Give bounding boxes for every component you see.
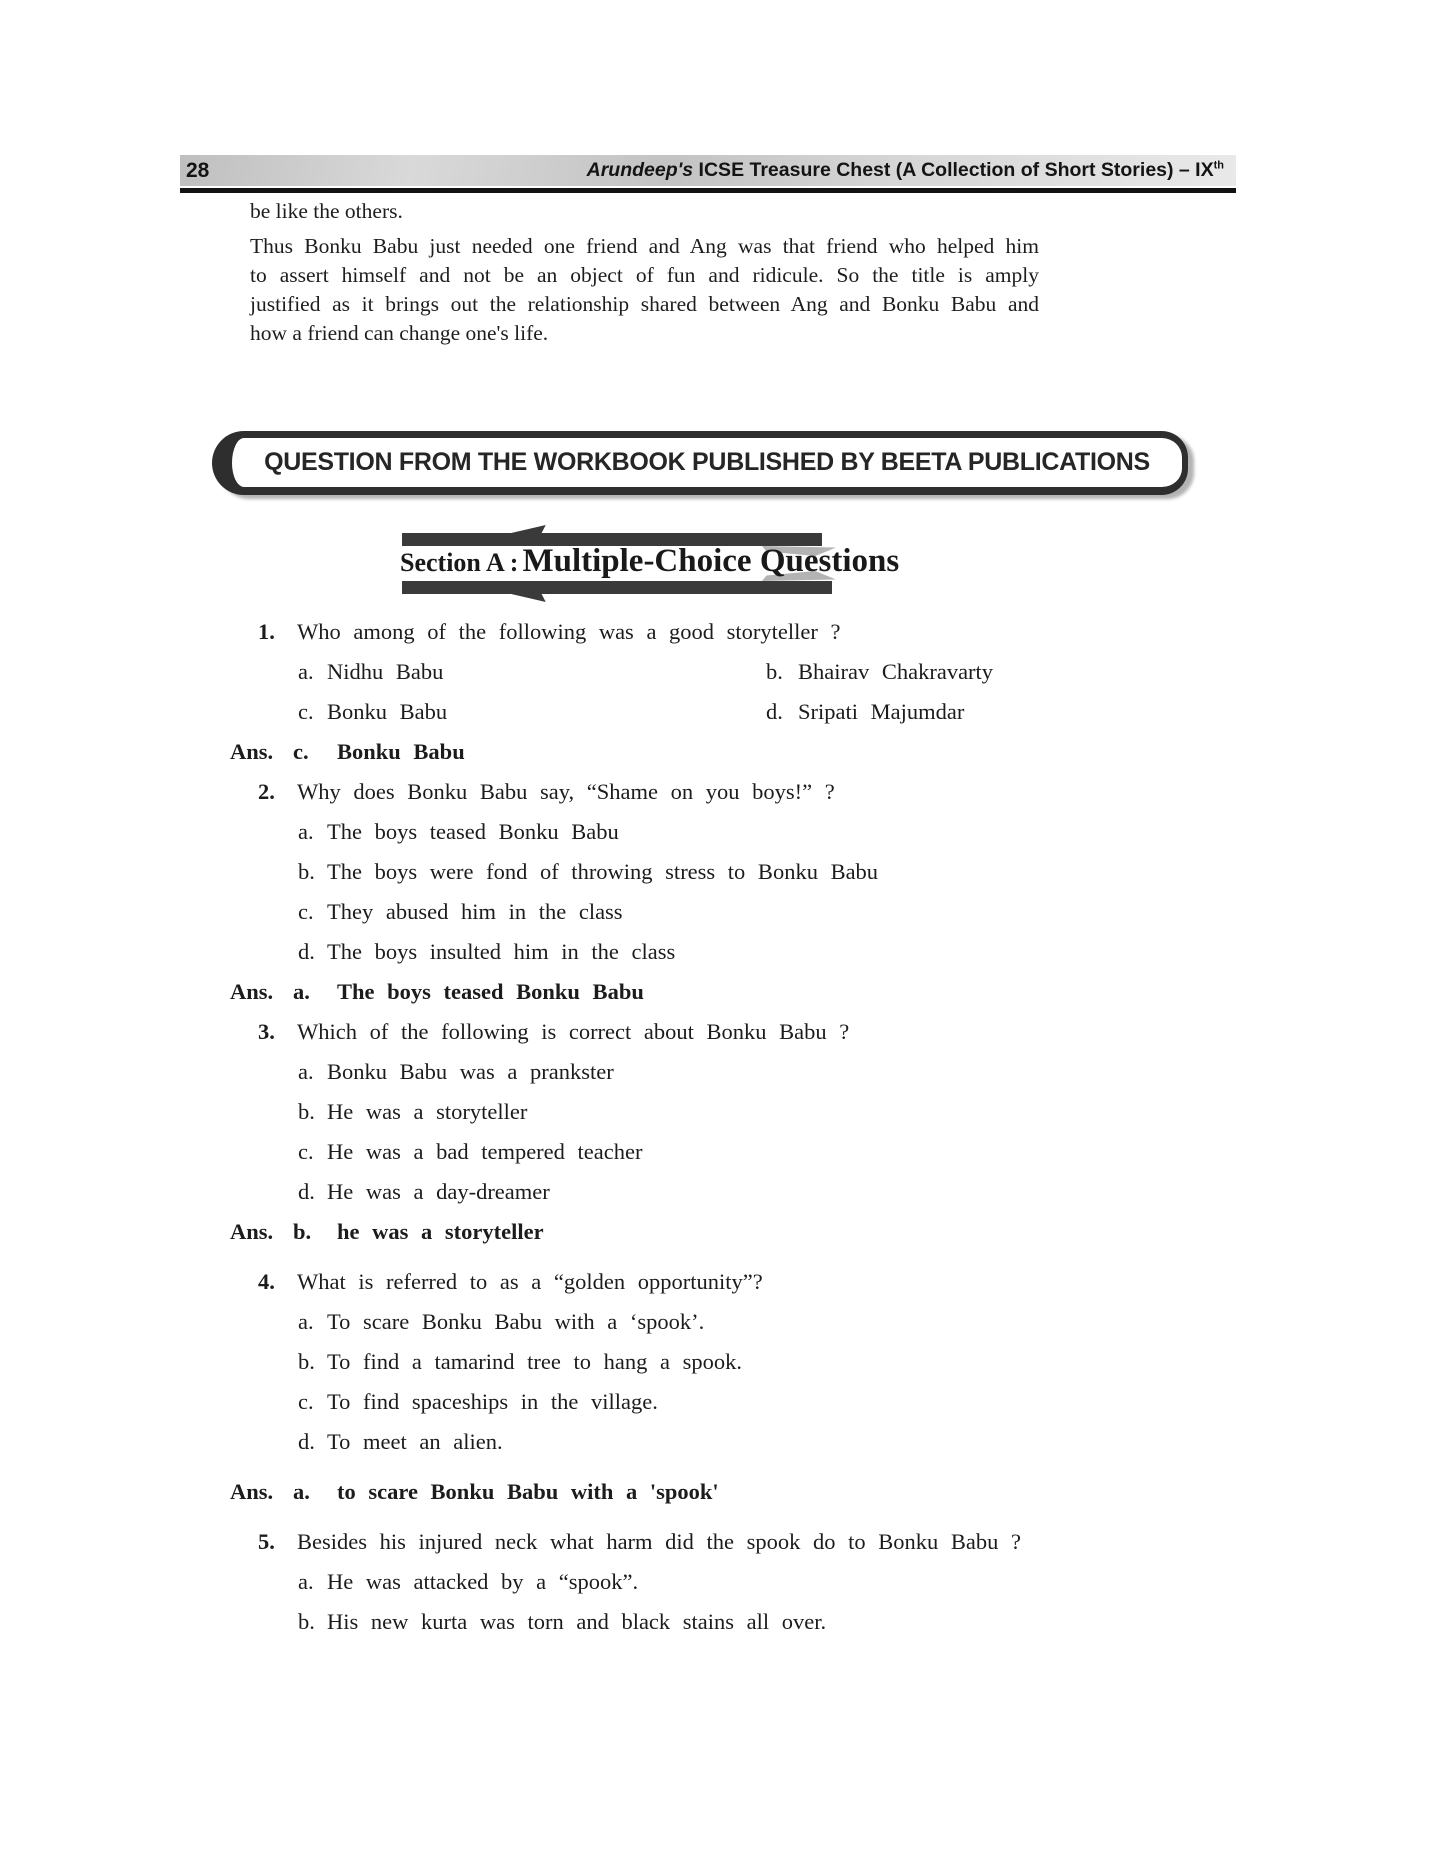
option-row — [0, 1302, 1445, 1342]
workbook-banner-text: QUESTION FROM THE WORKBOOK PUBLISHED BY BEETA PUBLICATIONS — [264, 448, 1150, 476]
answer-row — [0, 1212, 1445, 1252]
option-text: They abused him in the class — [327, 899, 623, 924]
answer-text: The boys teased Bonku Babu — [337, 979, 644, 1004]
option-letter: b. — [298, 1349, 315, 1374]
option-row — [0, 1052, 1445, 1092]
option-text: Sripati Majumdar — [798, 699, 965, 724]
option-row — [0, 1342, 1445, 1382]
option-letter: d. — [766, 699, 783, 724]
paragraph-line: how a friend can change one's life. — [250, 321, 549, 345]
answer-letter: c. — [293, 739, 309, 764]
page-number: 28 — [186, 158, 210, 182]
answer-letter: b. — [293, 1219, 312, 1244]
workbook-banner — [212, 431, 1188, 495]
option-row — [0, 652, 1445, 692]
option-letter: a. — [298, 1309, 314, 1334]
answer-label: Ans. — [230, 739, 274, 764]
question-row — [0, 1012, 1445, 1052]
question-row — [0, 772, 1445, 812]
answer-letter: a. — [293, 1479, 310, 1504]
option-text: The boys insulted him in the class — [327, 939, 676, 964]
option-letter: a. — [298, 659, 314, 684]
question-number: 4. — [258, 1269, 275, 1294]
header-title-superscript: th — [1213, 159, 1224, 172]
option-row — [0, 692, 1445, 732]
question-row — [0, 612, 1445, 652]
header-title-rest: ICSE Treasure Chest (A Collection of Short Stories) – IX — [693, 159, 1214, 181]
paragraph-line: Thus Bonku Babu just needed one friend and Ang was that friend who helped him — [250, 234, 1039, 258]
header-title — [587, 159, 1236, 182]
option-text: The boys were fond of throwing stress to Bonku Babu — [327, 859, 879, 884]
option-letter: b. — [298, 859, 315, 884]
option-text: To find a tamarind tree to hang a spook. — [327, 1349, 742, 1374]
option-letter: b. — [766, 659, 783, 684]
option-letter: c. — [298, 1139, 314, 1164]
option-letter: b. — [298, 1099, 315, 1124]
option-text: He was attacked by a “spook”. — [327, 1569, 639, 1594]
header-title-italic: Arundeep's — [586, 159, 694, 181]
option-text: The boys teased Bonku Babu — [327, 819, 619, 844]
answer-text: he was a storyteller — [337, 1219, 544, 1244]
intro-paragraph-2 — [250, 232, 1039, 348]
question-number: 3. — [258, 1019, 275, 1044]
option-text: He was a storyteller — [327, 1099, 528, 1124]
option-row — [0, 1382, 1445, 1422]
question-row — [0, 1522, 1445, 1562]
option-letter: d. — [298, 1429, 315, 1454]
option-row — [0, 1602, 1445, 1642]
paragraph-line: to assert himself and not be an object of fun and ridicule. So the title is amply — [250, 263, 1039, 287]
answer-label: Ans. — [230, 979, 274, 1004]
option-row — [0, 812, 1445, 852]
question-text: Besides his injured neck what harm did the spook do to Bonku Babu ? — [297, 1529, 1022, 1554]
mcq-list — [0, 612, 1445, 1642]
question-text: What is referred to as a “golden opportunity”? — [297, 1269, 763, 1294]
answer-text: to scare Bonku Babu with a 'spook' — [337, 1479, 719, 1504]
option-row — [0, 892, 1445, 932]
option-text: Bonku Babu was a prankster — [327, 1059, 614, 1084]
question-text: Which of the following is correct about Bonku Babu ? — [297, 1019, 850, 1044]
header-rule — [180, 188, 1236, 193]
option-letter: a. — [298, 1569, 314, 1594]
section-heading — [400, 543, 900, 580]
answer-label: Ans. — [230, 1479, 274, 1504]
option-letter: c. — [298, 899, 314, 924]
answer-row — [0, 972, 1445, 1012]
option-letter: c. — [298, 1389, 314, 1414]
option-letter: d. — [298, 939, 315, 964]
option-row — [0, 1172, 1445, 1212]
question-number: 5. — [258, 1529, 275, 1554]
option-text: He was a bad tempered teacher — [327, 1139, 643, 1164]
question-row — [0, 1262, 1445, 1302]
answer-label: Ans. — [230, 1219, 274, 1244]
option-text: Bonku Babu — [327, 699, 448, 724]
intro-paragraph-1: be like the others. — [250, 199, 403, 223]
option-text: To scare Bonku Babu with a ‘spook’. — [327, 1309, 705, 1334]
option-row — [0, 1132, 1445, 1172]
option-text: His new kurta was torn and black stains all over. — [327, 1609, 827, 1634]
option-row — [0, 852, 1445, 892]
option-letter: d. — [298, 1179, 315, 1204]
option-row — [0, 1092, 1445, 1132]
section-title: Multiple-Choice Questions — [522, 543, 900, 579]
option-letter: b. — [298, 1609, 315, 1634]
option-letter: a. — [298, 1059, 314, 1084]
option-text: To meet an alien. — [327, 1429, 503, 1454]
option-letter: c. — [298, 699, 314, 724]
answer-row — [0, 732, 1445, 772]
paragraph-line: justified as it brings out the relationship shared between Ang and Bonku Babu and — [250, 292, 1039, 316]
question-number: 1. — [258, 619, 275, 644]
option-row — [0, 932, 1445, 972]
option-text: Bhairav Chakravarty — [798, 659, 994, 684]
question-number: 2. — [258, 779, 275, 804]
option-text: To find spaceships in the village. — [327, 1389, 658, 1414]
option-letter: a. — [298, 819, 314, 844]
answer-row — [0, 1472, 1445, 1512]
header-band — [180, 155, 1236, 186]
option-row — [0, 1562, 1445, 1602]
option-row — [0, 1422, 1445, 1462]
page-header — [180, 155, 1236, 193]
section-prefix: Section A : — [400, 548, 519, 577]
question-text: Why does Bonku Babu say, “Shame on you boys!” ? — [297, 779, 835, 804]
option-text: Nidhu Babu — [327, 659, 444, 684]
section-ribbon — [400, 526, 900, 604]
option-text: He was a day-dreamer — [327, 1179, 550, 1204]
answer-letter: a. — [293, 979, 310, 1004]
question-text: Who among of the following was a good storyteller ? — [297, 619, 841, 644]
answer-text: Bonku Babu — [337, 739, 465, 764]
